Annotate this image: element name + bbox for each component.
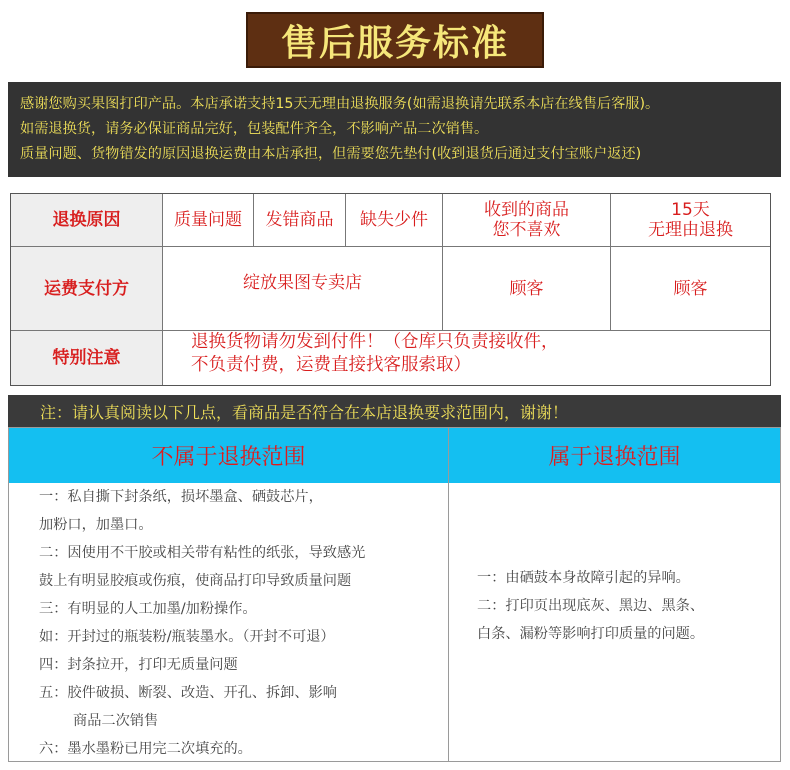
list-item: 四：封条拉开，打印无质量问题 (39, 657, 238, 673)
reason-wrong-item: 发错商品 (254, 194, 346, 247)
attention-text: 注：请认真阅读以下几点，看商品是否符合在本店退换要求范围内，谢谢！ (40, 402, 569, 422)
page-title: 售后服务标准 (280, 22, 509, 64)
reason-dislike-line1: 收到的商品 (484, 200, 569, 220)
reason-dislike (443, 194, 611, 247)
payer-header: 运费支付方 (11, 247, 163, 331)
special-note-header: 特别注意 (11, 331, 163, 385)
list-item: 加粉口，加墨口。 (39, 517, 153, 533)
in-scope-list (477, 564, 777, 648)
in-scope-header: 属于退换范围 (449, 428, 780, 483)
list-item: 二：因使用不干胶或相关带有粘性的纸张，导致感光 (39, 545, 366, 561)
not-in-scope-list (39, 483, 439, 763)
list-item: 一：私自撕下封条纸，损坏墨盒、硒鼓芯片， (39, 489, 323, 505)
list-item: 六：墨水墨粉已用完二次填充的。 (39, 741, 252, 757)
intro-line-2: 如需退换货，请务必保证商品完好，包装配件齐全，不影响产品二次销售。 (20, 121, 489, 137)
special-note (163, 331, 770, 385)
reason-no-reason-line1: 15天 (671, 200, 710, 220)
special-note-line1: 退换货物请勿发到付件！（仓库只负责接收件， (191, 332, 559, 352)
reason-dislike-line2: 您不喜欢 (492, 220, 561, 240)
list-item: 鼓上有明显胶痕或伤痕，使商品打印导致质量问题 (39, 573, 352, 589)
intro-line-3: 质量问题、货物错发的原因退换运费由本店承担，但需要您先垫付(收到退货后通过支付宝账户返还) (20, 146, 642, 162)
return-policy-table (10, 193, 771, 386)
reason-header: 退换原因 (11, 194, 163, 247)
list-item: 白条、漏粉等影响打印质量的问题。 (477, 626, 705, 642)
not-in-scope-header: 不属于退换范围 (9, 428, 448, 483)
special-note-line2: 不负责付费，运费直接找客服索取） (191, 355, 471, 375)
list-item: 三：有明显的人工加墨/加粉操作。 (39, 601, 257, 617)
intro-panel (8, 82, 781, 177)
column-divider (448, 428, 449, 761)
reason-quality: 质量问题 (163, 194, 254, 247)
intro-line-1: 感谢您购买果图打印产品。本店承诺支持15天无理由退换服务(如需退换请先联系本店在线售后客服)。 (20, 96, 660, 112)
scope-comparison (8, 427, 781, 762)
reason-no-reason-line2: 无理由退换 (648, 220, 733, 240)
list-item: 五：胶件破损、断裂、改造、开孔、拆卸、影响 (39, 685, 337, 701)
reason-missing-parts: 缺失少件 (346, 194, 443, 247)
list-item: 如：开封过的瓶装粉/瓶装墨水。（开封不可退） (39, 629, 335, 645)
list-item: 商品二次销售 (73, 713, 159, 729)
payer-store: 绽放果图专卖店 (163, 247, 443, 331)
list-item: 二：打印页出现底灰、黑边、黑条、 (477, 598, 705, 614)
attention-bar (8, 395, 781, 427)
payer-customer-dislike: 顾客 (443, 247, 611, 331)
list-item: 一：由硒鼓本身故障引起的异响。 (477, 570, 690, 586)
page-banner (246, 12, 544, 68)
reason-no-reason (611, 194, 770, 247)
payer-customer-no-reason: 顾客 (611, 247, 770, 331)
